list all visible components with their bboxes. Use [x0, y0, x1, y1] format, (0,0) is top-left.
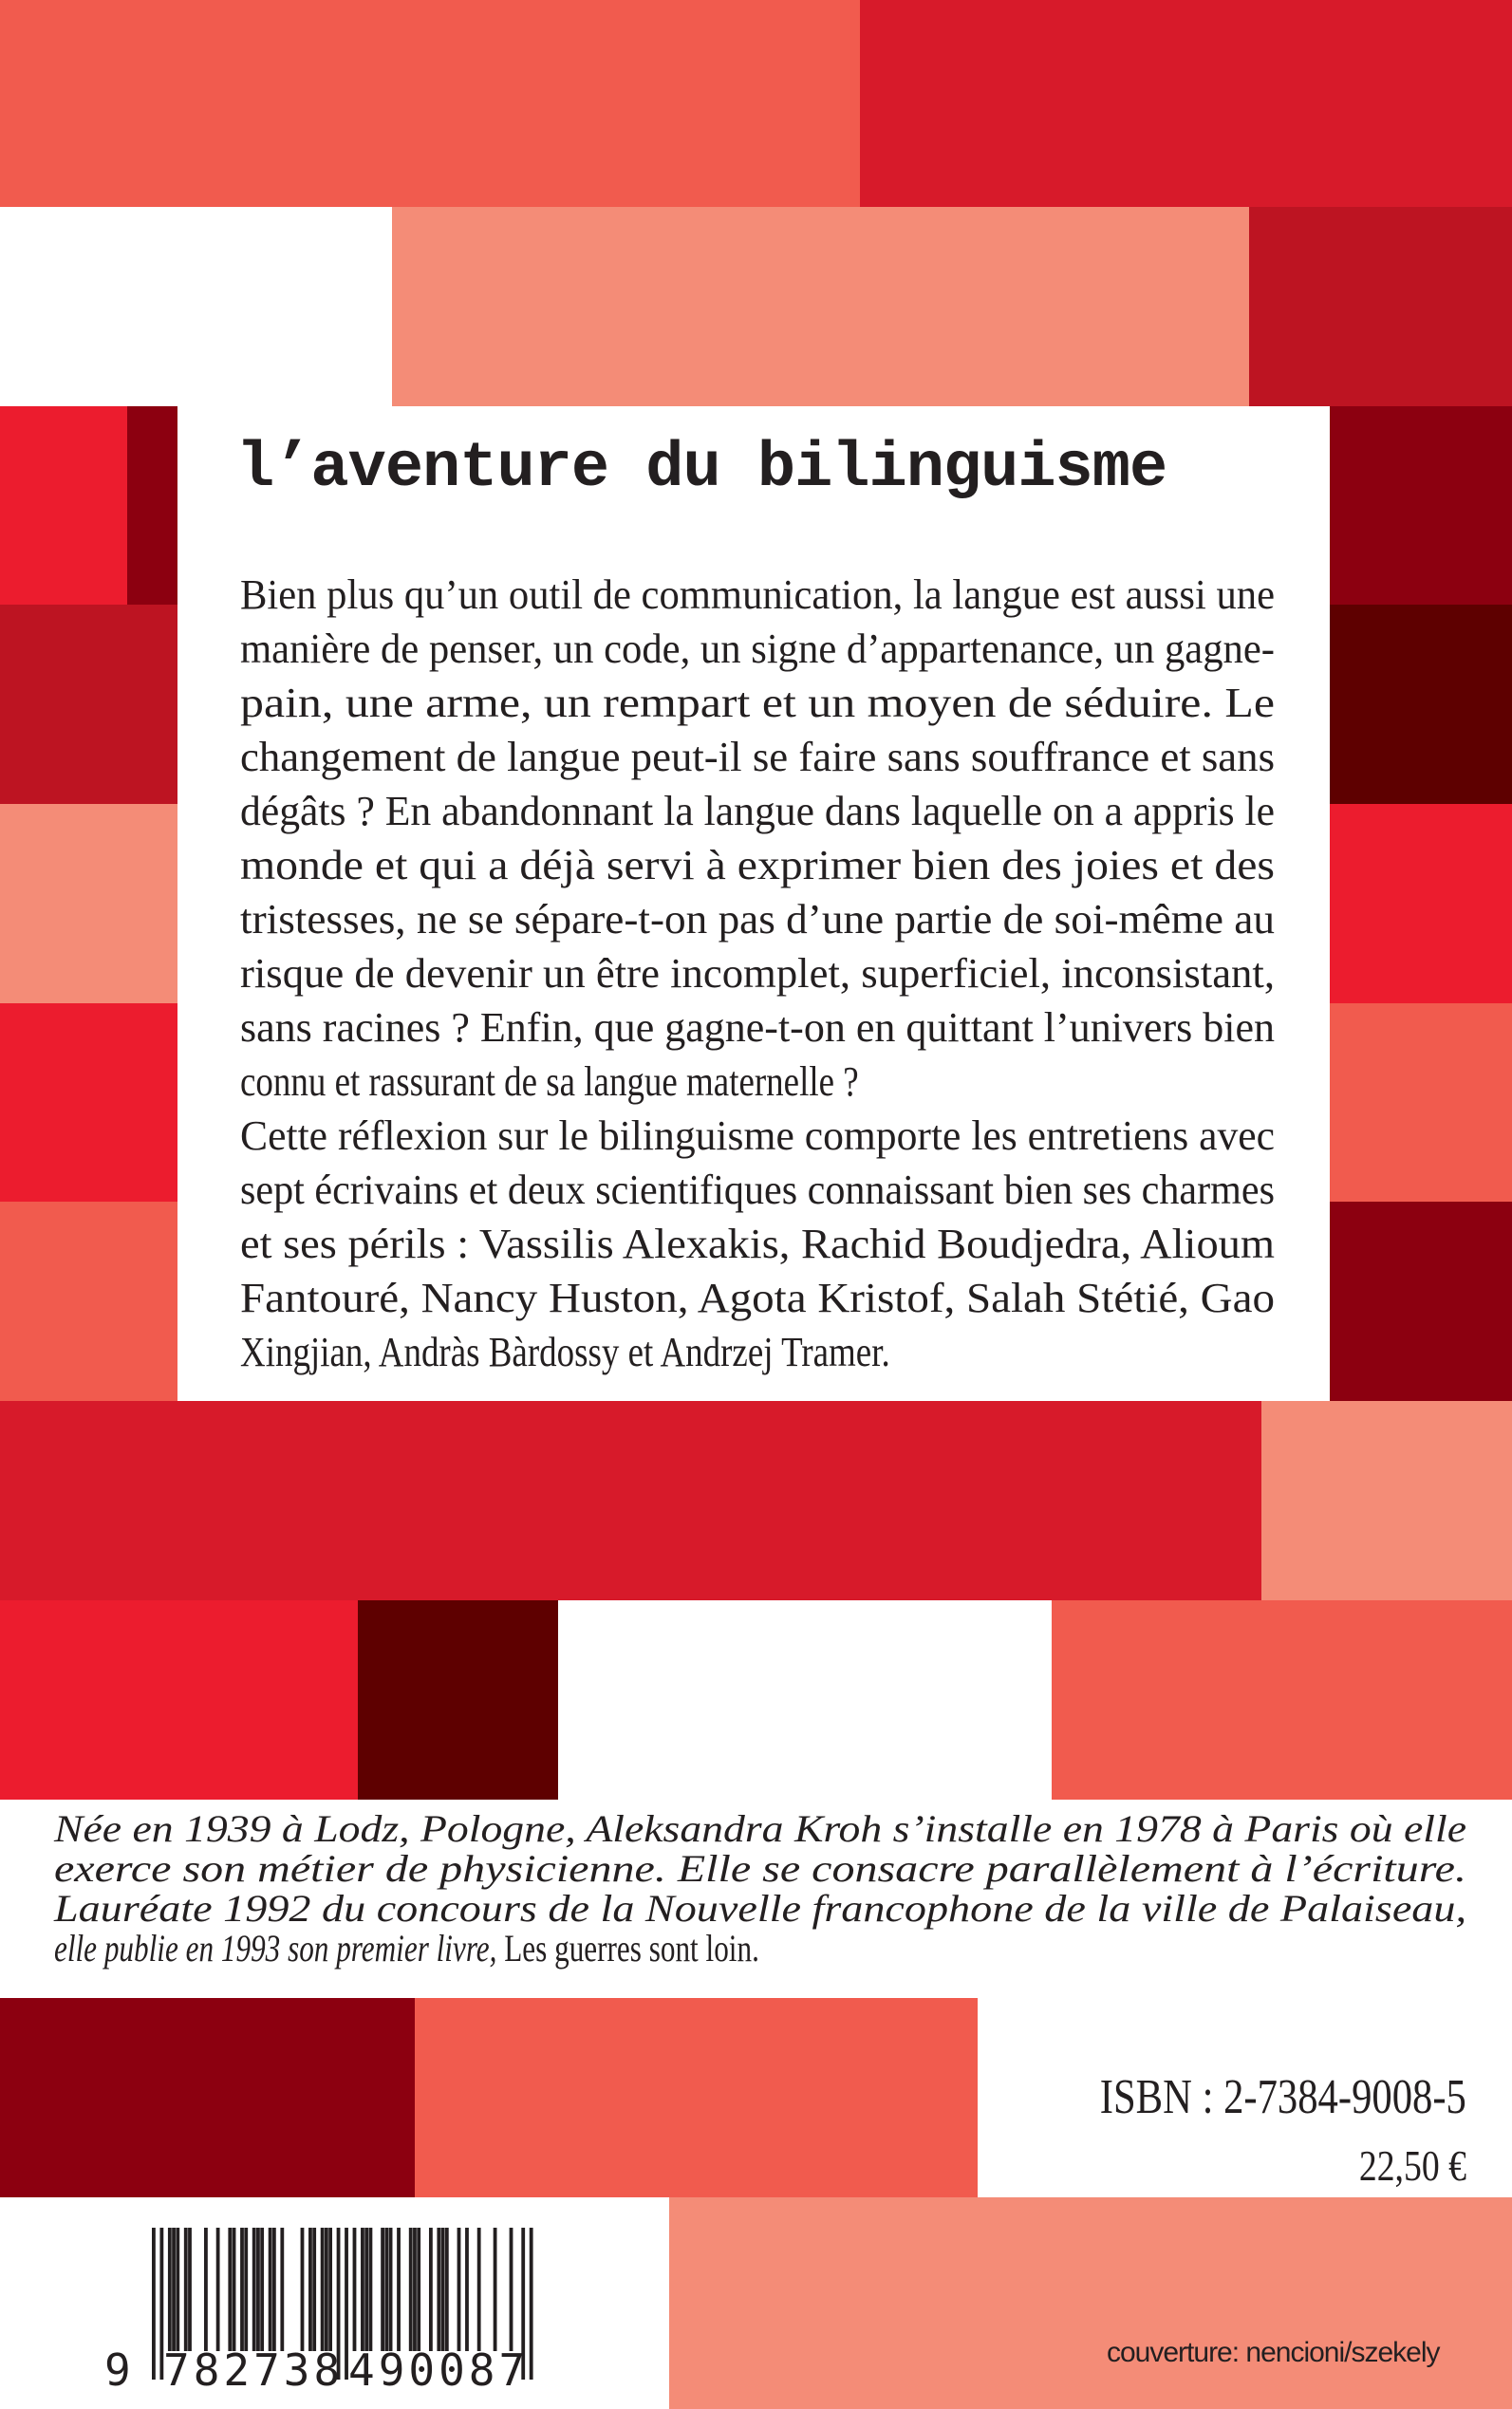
color-block	[1330, 406, 1512, 605]
color-block	[358, 1600, 558, 1800]
text-line: Xingjian, Andràs Bàrdossy et Andrzej Tramer.	[240, 1329, 890, 1375]
color-block	[392, 207, 1249, 406]
author-bio-lines	[54, 1809, 1466, 1929]
color-block	[1052, 1600, 1512, 1800]
author-bio-last-prefix: elle publie en 1993 son premier livre,	[54, 1927, 505, 1970]
author-bio-line: exerce son métier de physicienne. Elle se consacre parallèlement à l’écriture.	[54, 1847, 1466, 1890]
isbn: ISBN : 2-7384-9008-5	[1099, 2070, 1466, 2124]
description-panel	[177, 406, 1330, 1401]
cover-credit: couverture: nencioni/szekely	[1107, 2337, 1440, 2368]
color-block	[0, 605, 177, 804]
color-block	[1330, 804, 1512, 1003]
author-bio-last-line	[54, 1929, 759, 1969]
text-line: changement de langue peut-il se faire sans souffrance et sans	[240, 734, 1275, 780]
color-block	[0, 1003, 177, 1202]
text-line: pain, une arme, un rempart et un moyen de séduire. Le	[240, 680, 1275, 726]
color-block	[1330, 1202, 1512, 1401]
text-line: sans racines ? Enfin, que gagne-t-on en quittant l’univers bien	[240, 1004, 1275, 1051]
text-line: Fantouré, Nancy Huston, Agota Kristof, Salah Stétié, Gao	[240, 1275, 1275, 1321]
barcode-left-group: 782738	[163, 2344, 345, 2396]
barcode-first-digit: 9	[104, 2344, 131, 2396]
text-line: connu et rassurant de sa langue maternelle ?	[240, 1058, 859, 1105]
barcode-right-group: 490087	[348, 2344, 530, 2396]
text-line: tristesses, ne se sépare-t-on pas d’une partie de soi-même au	[240, 896, 1275, 943]
color-block	[0, 406, 127, 605]
first-book-title: Les guerres sont loin.	[504, 1927, 759, 1970]
text-line: manière de penser, un code, un signe d’appartenance, un gagne-	[240, 626, 1275, 672]
color-block	[669, 2197, 1512, 2409]
book-description	[240, 568, 1275, 1379]
text-line: et ses périls : Vassilis Alexakis, Rachid Boudjedra, Alioum	[240, 1221, 1275, 1267]
color-block	[415, 1998, 978, 2197]
color-block	[1330, 605, 1512, 804]
color-block	[0, 1202, 177, 1401]
text-line: Cette réflexion sur le bilinguisme comporte les entretiens avec	[240, 1112, 1275, 1159]
author-bio-line: Née en 1939 à Lodz, Pologne, Aleksandra Kroh s’installe en 1978 à Paris où elle	[54, 1807, 1466, 1850]
text-line: monde et qui a déjà servi à exprimer bien des joies et des	[240, 842, 1275, 888]
color-block	[0, 1998, 415, 2197]
color-block	[0, 804, 177, 1003]
color-block	[0, 1401, 1261, 1600]
color-block	[1330, 1003, 1512, 1202]
color-block	[1261, 1401, 1512, 1600]
text-line: risque de devenir un être incomplet, superficiel, inconsistant,	[240, 950, 1275, 997]
color-block	[0, 0, 860, 207]
color-block	[860, 0, 1512, 207]
text-line: dégâts ? En abandonnant la langue dans laquelle on a appris le	[240, 788, 1275, 834]
text-line: sept écrivains et deux scientifiques connaissant bien ses charmes	[240, 1167, 1275, 1213]
color-block	[0, 1600, 358, 1800]
author-bio-line: Lauréate 1992 du concours de la Nouvelle francophone de la ville de Palaiseau,	[54, 1887, 1466, 1930]
color-block	[1249, 207, 1512, 406]
text-line: Bien plus qu’un outil de communication, la langue est aussi une	[240, 571, 1275, 618]
price: 22,50 €	[1358, 2141, 1466, 2190]
book-title: l’aventure du bilinguisme	[236, 433, 1167, 505]
color-block	[127, 406, 177, 605]
author-bio	[54, 1809, 1466, 1969]
